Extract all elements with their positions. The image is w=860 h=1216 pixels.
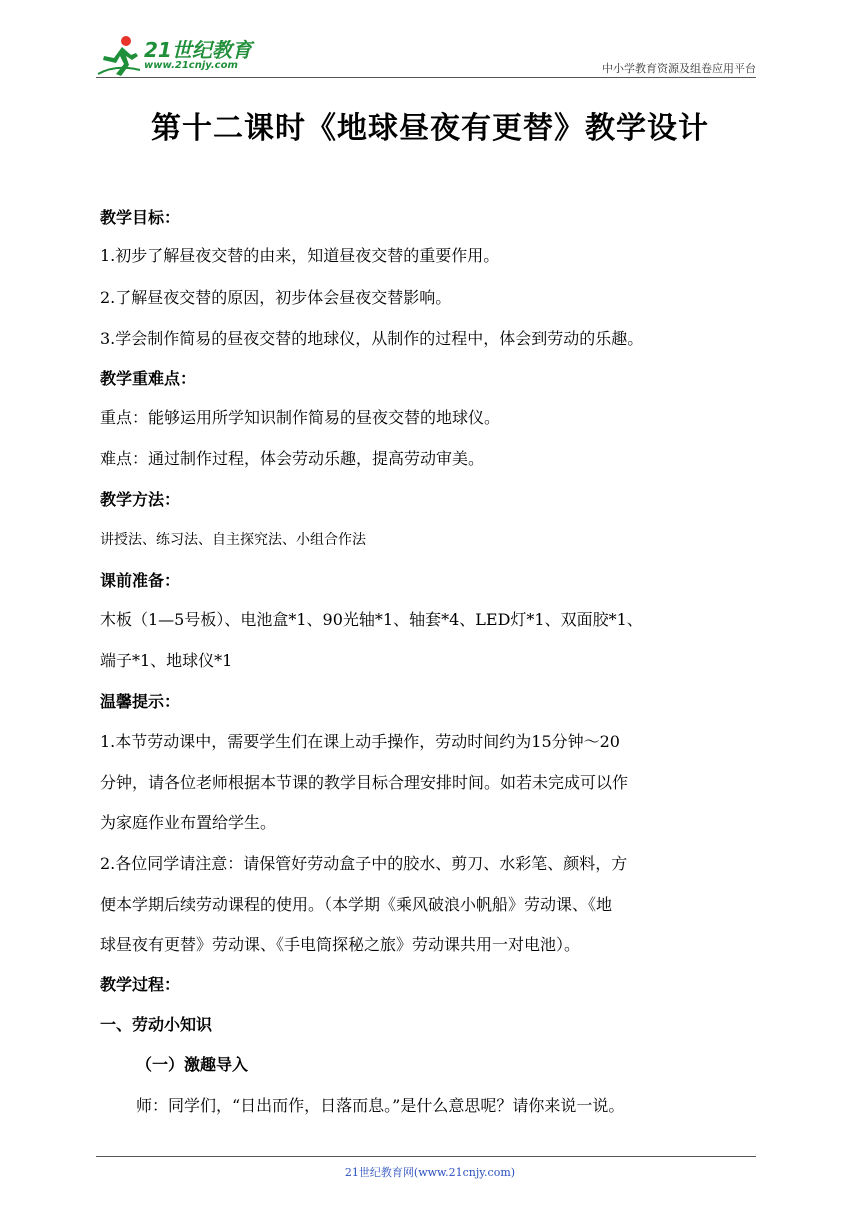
methods-text: 讲授法、练习法、自主探究法、小组合作法: [100, 532, 366, 548]
document-title: 第十二课时《地球昼夜有更替》教学设计: [151, 111, 709, 146]
tip-2-line-2: 便本学期后续劳动课程的使用。（本学期《乘风破浪小帆船》劳动课、《地: [100, 895, 613, 914]
subsection-1-heading: （一）激趣导入: [136, 1055, 249, 1074]
platform-label: 中小学教育资源及组卷应用平台: [602, 62, 756, 75]
heading-key-points: 教学重难点：: [100, 369, 197, 388]
difficult-point: 难点：通过制作过程，体会劳动乐趣，提高劳动审美。: [100, 449, 485, 468]
heading-process: 教学过程：: [100, 975, 181, 994]
heading-tips: 温馨提示：: [100, 692, 181, 711]
logo: [96, 34, 266, 78]
tip-2-line-1: 2.各位同学请注意：请保管好劳动盒子中的胶水、剪刀、水彩笔、颜料，方: [100, 854, 628, 873]
objective-2: 2.了解昼夜交替的原因，初步体会昼夜交替影响。: [100, 288, 452, 307]
preparation-line-2: 端子*1、地球仪*1: [100, 651, 233, 670]
footer-divider: [96, 1156, 756, 1157]
section-1-heading: 一、劳动小知识: [100, 1015, 213, 1034]
tip-2-line-3: 球昼夜有更替》劳动课、《手电筒探秘之旅》劳动课共用一对电池）。: [100, 935, 581, 954]
page-header: [96, 30, 756, 78]
objective-1: 1.初步了解昼夜交替的由来，知道昼夜交替的重要作用。: [100, 246, 500, 265]
heading-objectives: 教学目标：: [100, 208, 181, 227]
objective-3: 3.学会制作简易的昼夜交替的地球仪，从制作的过程中，体会到劳动的乐趣。: [100, 329, 644, 348]
runner-logo-icon: [96, 34, 142, 78]
footer-link[interactable]: 21世纪教育网(www.21cnjy.com): [344, 1166, 516, 1179]
logo-url: www.21cnjy.com: [144, 60, 238, 71]
tip-1-line-2: 分钟，请各位老师根据本节课的教学目标合理安排时间。如若未完成可以作: [100, 773, 629, 792]
key-point: 重点：能够运用所学知识制作简易的昼夜交替的地球仪。: [100, 408, 501, 427]
preparation-line-1: 木板（1—5号板）、电池盒*1、90光轴*1、轴套*4、LED灯*1、双面胶*1、: [100, 610, 643, 629]
tip-1-line-3: 为家庭作业布置给学生。: [100, 813, 277, 832]
logo-text: 21世纪教育: [144, 38, 252, 62]
header-divider: [96, 77, 756, 78]
heading-preparation: 课前准备：: [100, 571, 181, 590]
teacher-dialogue: 师：同学们，“日出而作，日落而息。”是什么意思呢？请你来说一说。: [136, 1096, 625, 1115]
heading-methods: 教学方法：: [100, 490, 181, 509]
tip-1-line-1: 1.本节劳动课中，需要学生们在课上动手操作，劳动时间约为15分钟～20: [100, 732, 620, 751]
